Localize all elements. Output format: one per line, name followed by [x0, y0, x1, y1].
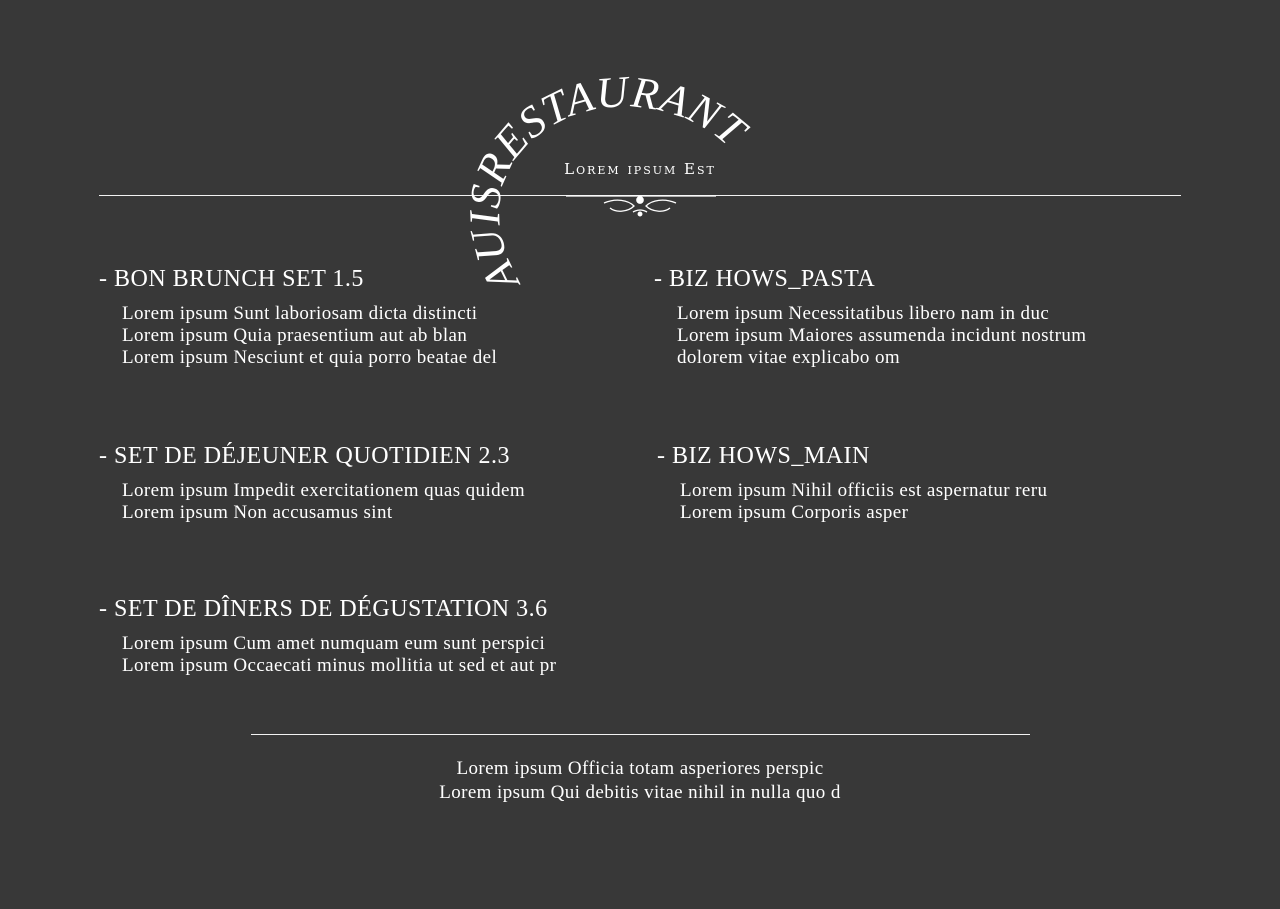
description-line: Lorem ipsum Maiores assumenda incidunt nostrum: [677, 325, 1087, 346]
description-line: Lorem ipsum Non accusamus sint: [122, 502, 393, 523]
footer-line: Lorem ipsum Officia totam asperiores perspic: [456, 758, 824, 779]
menu-section-brunch: [99, 266, 497, 369]
description-line: Lorem ipsum Impedit exercitationem quas quidem: [122, 480, 526, 501]
description-line: Lorem ipsum Necessitatibus libero nam in duc: [677, 303, 1050, 324]
description-line: Lorem ipsum Quia praesentium aut ab blan: [122, 325, 468, 346]
top-divider: [99, 195, 1181, 196]
section-description: [657, 480, 1047, 524]
menu-section-lunch: [99, 443, 525, 524]
section-title: - SET DE DÉJEUNER QUOTIDIEN 2.3: [99, 443, 511, 469]
section-description: [99, 633, 556, 677]
section-description: [654, 303, 1086, 369]
flourish-ornament-icon: [566, 196, 716, 216]
menu-section-main: [657, 443, 1047, 524]
description-line: Lorem ipsum Cum amet numquam eum sunt perspici: [122, 633, 546, 654]
menu-section-pasta: [654, 266, 1086, 369]
description-line: Lorem ipsum Nihil officiis est aspernatur reru: [680, 480, 1048, 501]
section-title: - BON BRUNCH SET 1.5: [99, 266, 364, 292]
section-title: - BIZ HOWS_PASTA: [654, 266, 876, 292]
menu-section-dinner: [99, 596, 556, 677]
description-line: Lorem ipsum Nesciunt et quia porro beatae del: [122, 347, 498, 368]
section-title: - SET DE DÎNERS DE DÉGUSTATION 3.6: [99, 596, 548, 622]
footer-text: [0, 757, 1280, 805]
description-line: Lorem ipsum Sunt laboriosam dicta distincti: [122, 303, 478, 324]
bottom-divider: [251, 734, 1030, 735]
logo-subtitle: Lorem ipsum Est: [564, 160, 716, 178]
description-line: Lorem ipsum Occaecati minus mollitia ut sed et aut pr: [122, 655, 557, 676]
description-line: dolorem vitae explicabo om: [677, 347, 901, 368]
footer-line: Lorem ipsum Qui debitis vitae nihil in nulla quo d: [439, 782, 841, 803]
description-line: Lorem ipsum Corporis asper: [680, 502, 909, 523]
logo-arc-text: AUISRESTAURANT: [459, 66, 756, 300]
section-description: [99, 303, 497, 369]
section-title: - BIZ HOWS_MAIN: [657, 443, 870, 469]
section-description: [99, 480, 525, 524]
